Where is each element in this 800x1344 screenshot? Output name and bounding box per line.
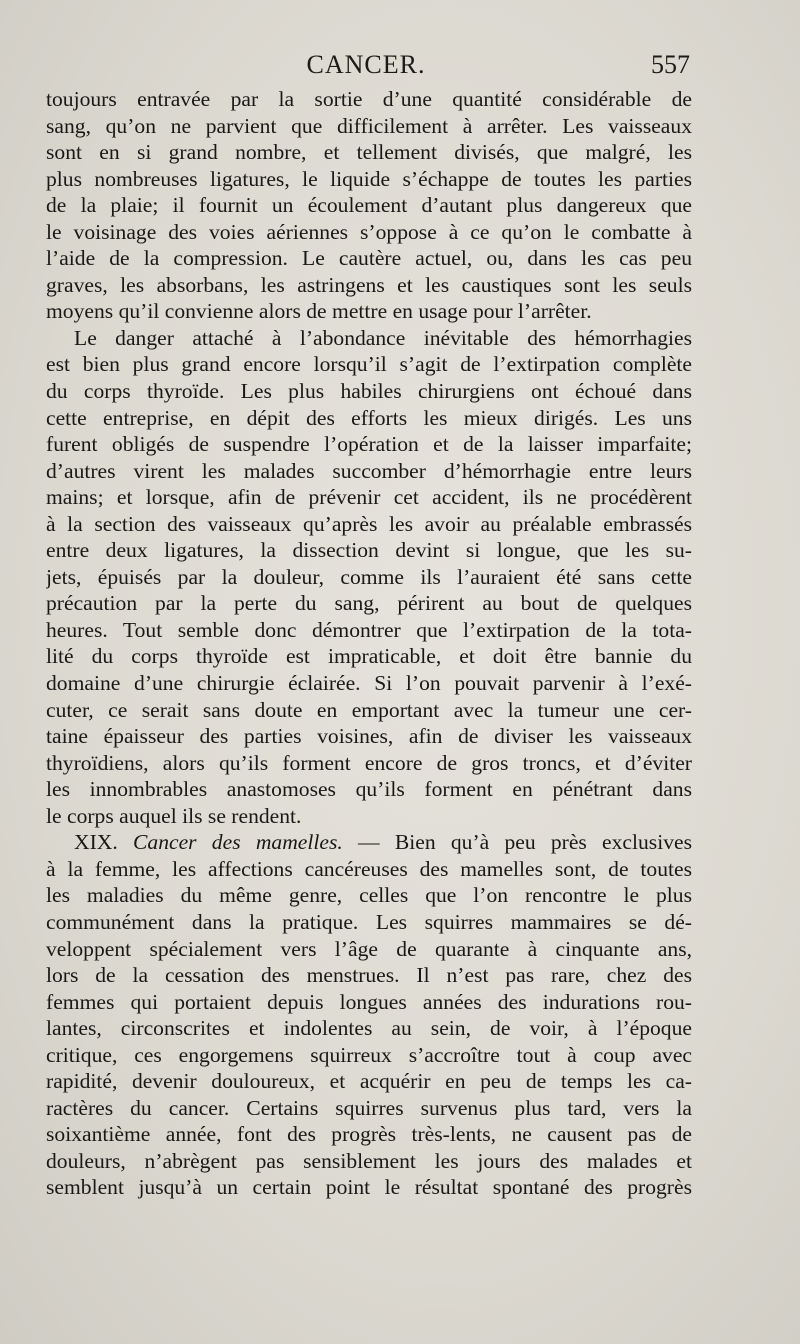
body-text [46,86,692,1201]
text-line: lantes, circonscrites et indolentes au sein, de voir, à l’époque [46,1016,692,1041]
text-line: sont en si grand nombre, et tellement divisés, que malgré, les [46,140,692,165]
text-line: plus nombreuses ligatures, le liquide s’échappe de toutes les parties [46,166,692,191]
text-line: les maladies du même genre, celles que l’on rencontre le plus [46,883,692,908]
text-line: femmes qui portaient depuis longues années des indurations rou- [46,989,692,1014]
text-line: à la femme, les affections cancéreuses des mamelles sont, de toutes [46,856,692,881]
text-line: rapidité, devenir douloureux, et acquérir en peu de temps les ca- [46,1069,692,1094]
text-line: lors de la cessation des menstrues. Il n’est pas rare, chez des [46,963,692,988]
section-title: Cancer des mamelles. [133,830,343,855]
text-line: communément dans la pratique. Les squirres mammaires se dé- [46,909,692,934]
text-line: graves, les absorbans, les astringens et les caustiques sont les seuls [46,272,692,297]
text-line: taine épaisseur des parties voisines, afin de diviser les vaisseaux [46,724,692,749]
text-line: précaution par la perte du sang, périrent au bout de quelques [46,591,692,616]
text-line: est bien plus grand encore lorsqu’il s’agit de l’extirpation complète [46,352,692,377]
text-line: le corps auquel ils se rendent. [46,803,302,828]
text-line: d’autres virent les malades succomber d’hémorrhagie entre leurs [46,458,692,483]
running-head: CANCER. [306,50,426,79]
text-line: ractères du cancer. Certains squirres survenus plus tard, vers la [46,1095,692,1120]
text-line: furent obligés de suspendre l’opération et de la laisser imparfaite; [46,432,692,457]
text-line: sang, qu’on ne parvient que difficilement à arrêter. Les vaisseaux [46,113,692,138]
text-line: semblent jusqu’à un certain point le résultat spontané des progrès [46,1175,692,1200]
text-line: cuter, ce serait sans doute en emportant avec la tumeur une cer- [46,697,692,722]
text-line: moyens qu’il convienne alors de mettre en usage pour l’arrêter. [46,299,592,324]
text-line: lité du corps thyroïde est impraticable, et doit être bannie du [46,644,692,669]
text-line: veloppent spécialement vers l’âge de quarante à cinquante ans, [46,936,692,961]
section-number: XIX. [74,830,118,855]
text-line: jets, épuisés par la douleur, comme ils l’auraient été sans cette [46,564,692,589]
text-line: entre deux ligatures, la dissection devint si longue, que les su- [46,538,692,563]
text-line: le voisinage des voies aériennes s’oppose à ce qu’on le combatte à [46,219,692,244]
text-line: de la plaie; il fournit un écoulement d’autant plus dangereux que [46,193,692,218]
section-lead-text: — Bien qu’à peu près exclusives [358,830,692,855]
section-heading-line [46,829,692,856]
text-line: mains; et lorsque, afin de prévenir cet accident, ils ne procédèrent [46,485,692,510]
text-line: du corps thyroïde. Les plus habiles chirurgiens ont échoué dans [46,379,692,404]
text-line: soixantième année, font des progrès très-lents, ne causent pas de [46,1122,692,1147]
page-header [46,50,690,84]
text-line: domaine d’une chirurgie éclairée. Si l’on pouvait parvenir à l’exé- [46,671,692,696]
text-line: toujours entravée par la sortie d’une quantité considérable de [46,87,692,111]
text-line: à la section des vaisseaux qu’après les avoir au préalable embrassés [46,511,692,536]
text-line: Le danger attaché à l’abondance inévitable des hémorrhagies [74,325,692,350]
text-line: l’aide de la compression. Le cautère actuel, ou, dans les cas peu [46,246,692,271]
text-line: thyroïdiens, alors qu’ils forment encore de gros troncs, et d’éviter [46,750,692,775]
text-line: douleurs, n’abrègent pas sensiblement les jours des malades et [46,1148,692,1173]
page-number: 557 [651,50,690,79]
text-line: les innombrables anastomoses qu’ils forment en pénétrant dans [46,777,692,802]
text-line: critique, ces engorgemens squirreux s’accroître tout à coup avec [46,1042,692,1067]
text-line: cette entreprise, en dépit des efforts les mieux dirigés. Les uns [46,405,692,430]
text-line: heures. Tout semble donc démontrer que l’extirpation de la tota- [46,617,692,642]
